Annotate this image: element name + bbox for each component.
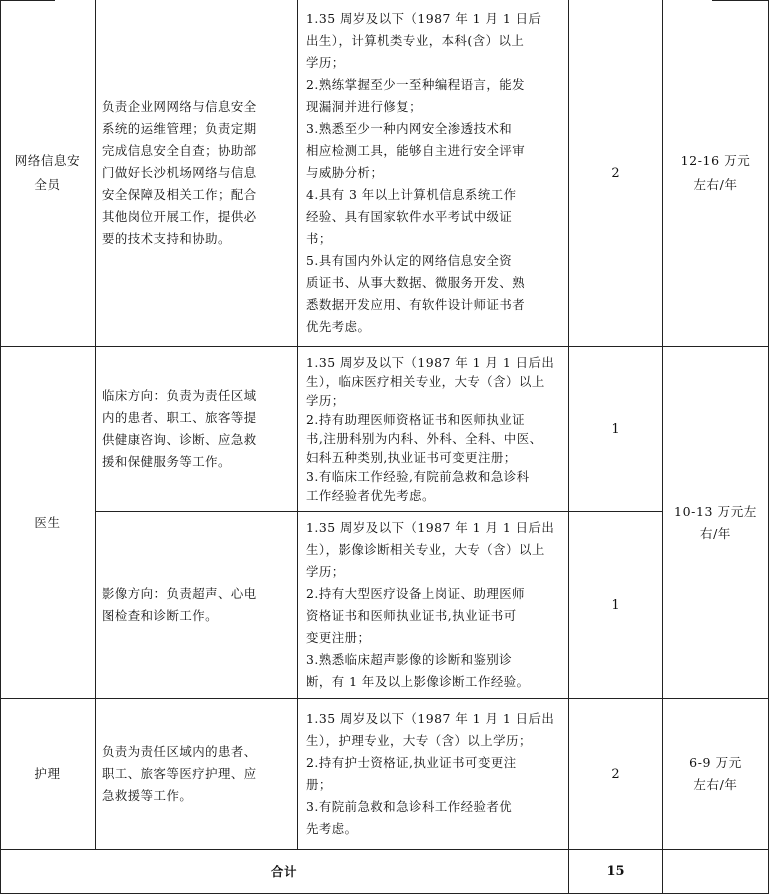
- requirement-line: 出生），计算机类专业，本科(含）以上: [306, 33, 525, 48]
- requirement-line: 3.熟悉至少一种内网安全渗透技术和: [306, 121, 513, 136]
- requirement-cell: [298, 699, 568, 849]
- duty-cell: [96, 347, 297, 511]
- position-name-line: 网络信息安: [14, 153, 81, 168]
- requirement-line: 2.熟练掌握至少一至种编程语言，能发: [306, 77, 526, 92]
- duty-line: 安全保障及相关工作；配合: [102, 187, 257, 202]
- requirement-cell: [298, 347, 568, 511]
- requirement-line: 生），临床医疗相关专业，大专（含）以上: [306, 374, 545, 389]
- total-empty-cell: [663, 850, 768, 893]
- duty-line: 负责为责任区域内的患者、: [102, 744, 257, 759]
- requirement-line: 与威胁分析；: [306, 165, 384, 180]
- requirement-line: 3.有院前急救和急诊科工作经验者优: [306, 799, 513, 814]
- requirement-line: 3.熟悉临床超声影像的诊断和鉴别诊: [306, 652, 513, 667]
- requirement-line: 现漏洞并进行修复；: [306, 99, 423, 114]
- duty-line: 援和保健服务等工作。: [102, 454, 231, 469]
- duty-line: 图检查和诊断工作。: [102, 608, 219, 623]
- requirement-line: 变更注册；: [306, 630, 371, 645]
- salary-line: 左右/年: [693, 777, 738, 792]
- requirement-line: 学历；: [306, 393, 345, 408]
- requirement-line: 质证书、从事大数据、微服务开发、熟: [306, 275, 526, 290]
- requirement-line: 书；: [306, 231, 332, 246]
- headcount-cell: 1: [611, 597, 620, 613]
- requirement-line: 工作经验者优先考虑。: [306, 488, 435, 503]
- duty-line: 职工、旅客等医疗护理、应: [102, 766, 257, 781]
- requirement-line: 册；: [306, 777, 332, 792]
- requirement-line: 生），影像诊断相关专业，大专（含）以上: [306, 542, 545, 557]
- duty-line: 其他岗位开展工作，提供必: [102, 209, 257, 224]
- requirement-line: 2.持有大型医疗设备上岗证、助理医师: [306, 586, 526, 601]
- requirement-line: 书,注册科别为内科、外科、全科、中医、: [306, 431, 543, 446]
- requirement-line: 悉数据开发应用、有软件设计师证书者: [306, 297, 526, 312]
- salary-line: 12-16 万元: [680, 153, 751, 168]
- duty-cell: [96, 0, 297, 346]
- salary-line: 右/年: [699, 525, 731, 541]
- salary-line: 10-13 万元左: [674, 503, 757, 519]
- position-cell: [0, 0, 95, 346]
- duty-line: 完成信息安全自查；协助部: [102, 143, 257, 158]
- requirement-line: 妇科五种类别,执业证书可变更注册；: [306, 450, 517, 465]
- salary-cell: [663, 347, 768, 698]
- requirement-line: 4.具有 3 年以上计算机信息系统工作: [306, 187, 517, 202]
- position-name-line: 全员: [34, 177, 61, 192]
- duty-line: 门做好长沙机场网络与信息: [102, 165, 257, 180]
- salary-line: 6-9 万元: [689, 755, 742, 770]
- requirement-line: 2.持有助理医师资格证书和医师执业证: [306, 412, 526, 427]
- duty-line: 系统的运维管理；负责定期: [102, 121, 257, 136]
- requirement-line: 2.持有护士资格证,执业证书可变更注: [306, 755, 517, 770]
- requirement-line: 3.有临床工作经验,有院前急救和急诊科: [306, 469, 530, 484]
- position-cell: 护理: [34, 766, 61, 781]
- duty-line: 负责企业网网络与信息安全: [102, 99, 257, 114]
- total-label: 合计: [270, 863, 298, 879]
- salary-cell: [663, 0, 768, 346]
- duty-cell: [96, 512, 297, 698]
- total-count: 15: [606, 864, 625, 879]
- requirement-line: 断，有 1 年及以上影像诊断工作经验。: [306, 674, 530, 689]
- requirement-line: 先考虑。: [306, 821, 358, 836]
- duty-line: 要的技术支持和协助。: [102, 231, 231, 246]
- requirement-line: 相应检测工具，能够自主进行安全评审: [306, 143, 526, 158]
- requirement-line: 5.具有国内外认定的网络信息安全资: [306, 253, 513, 268]
- requirement-line: 1.35 周岁及以下（1987 年 1 月 1 日后出: [306, 711, 555, 726]
- headcount-cell: 1: [611, 421, 620, 437]
- position-cell: 医生: [34, 514, 61, 530]
- duty-line: 急救援等工作。: [102, 788, 193, 803]
- salary-cell: [663, 699, 768, 849]
- duty-line: 临床方向：负责为责任区域: [102, 388, 257, 403]
- headcount-cell: 2: [611, 766, 620, 782]
- duty-line: 供健康咨询、诊断、应急救: [102, 432, 257, 447]
- requirement-line: 学历；: [306, 55, 345, 70]
- requirement-line: 优先考虑。: [306, 319, 371, 334]
- duty-line: 内的患者、职工、旅客等提: [102, 410, 257, 425]
- duty-cell: [96, 699, 297, 849]
- headcount-cell: 2: [611, 165, 620, 181]
- requirement-line: 1.35 周岁及以下（1987 年 1 月 1 日后出: [306, 520, 555, 535]
- requirement-line: 1.35 周岁及以下（1987 年 1 月 1 日后: [306, 11, 542, 26]
- salary-line: 左右/年: [693, 177, 738, 192]
- requirement-cell: [298, 512, 568, 698]
- requirement-line: 经验、具有国家软件水平考试中级证: [306, 209, 513, 224]
- requirement-line: 1.35 周岁及以下（1987 年 1 月 1 日后出: [306, 355, 555, 370]
- requirement-line: 资格证书和医师执业证书,执业证书可: [306, 608, 517, 623]
- requirement-cell: [298, 0, 568, 346]
- duty-line: 影像方向：负责超声、心电: [102, 586, 257, 601]
- requirement-line: 生），护理专业，大专（含）以上学历；: [306, 733, 532, 748]
- requirement-line: 学历；: [306, 564, 345, 579]
